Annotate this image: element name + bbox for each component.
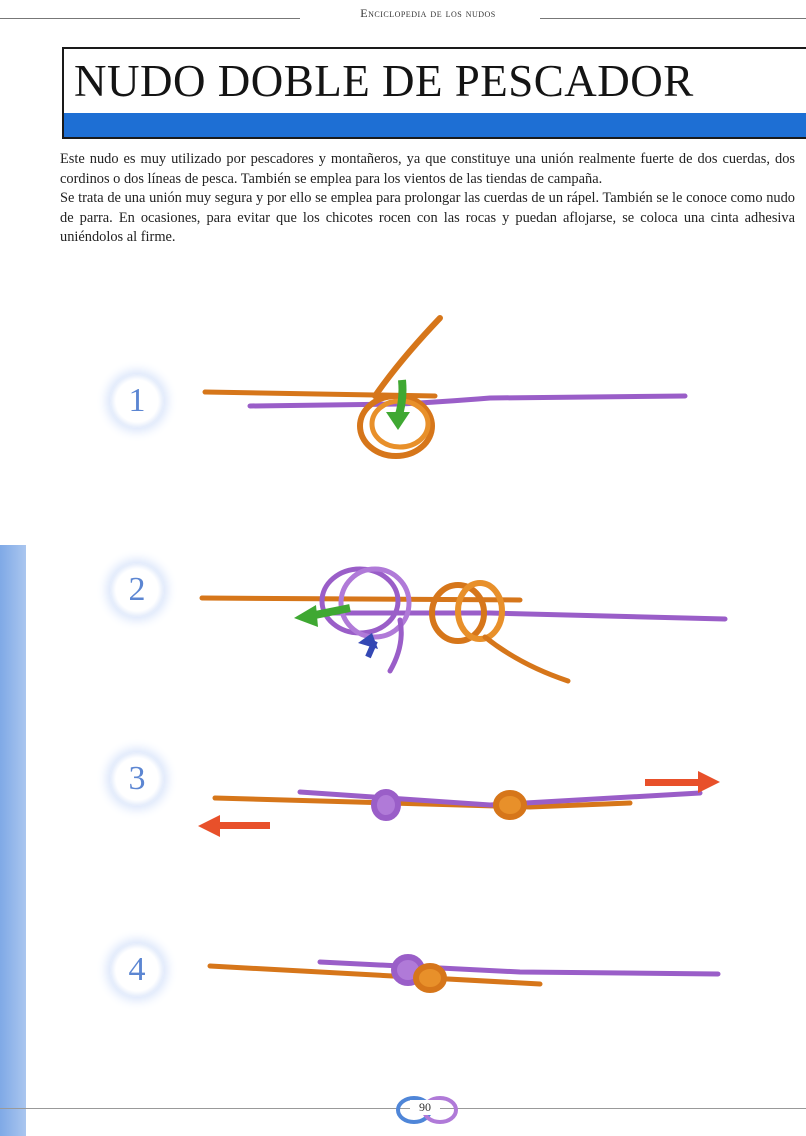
step-3-illustration <box>190 765 750 845</box>
step-4-illustration <box>190 948 750 1008</box>
header-rule-left <box>0 18 300 19</box>
step-number-2: 2 <box>110 563 164 617</box>
header-rule-right <box>540 18 806 19</box>
running-head: Enciclopedia de los nudos <box>360 6 496 20</box>
intro-text <box>60 150 795 248</box>
title-box <box>62 47 806 139</box>
step-number-1: 1 <box>110 374 164 428</box>
page-number: 90 <box>410 1100 440 1115</box>
intro-paragraph-1: Este nudo es muy utilizado por pescadores y montañeros, ya que constituye una unión realmente fuerte de dos cuerdas, dos cordinos o dos líneas de pesca. También se emplea para los vientos de las tiendas de campaña. <box>60 151 795 187</box>
step-2-illustration <box>190 545 750 690</box>
step-number-3: 3 <box>110 752 164 806</box>
step-1-illustration <box>190 300 750 480</box>
title-band <box>64 113 806 137</box>
page-title: NUDO DOBLE DE PESCADOR <box>74 56 694 106</box>
step-number-4: 4 <box>110 943 164 997</box>
intro-paragraph-2: Se trata de una unión muy segura y por ello se emplea para prolongar las cuerdas de un rápel. También se le conoce como nudo de parra. En ocasiones, para evitar que los chicotes rocen con las rocas y puedan aflojarse, se coloca una cinta adhesiva uniéndolos al firme. <box>60 190 795 246</box>
side-tab <box>0 545 26 1136</box>
